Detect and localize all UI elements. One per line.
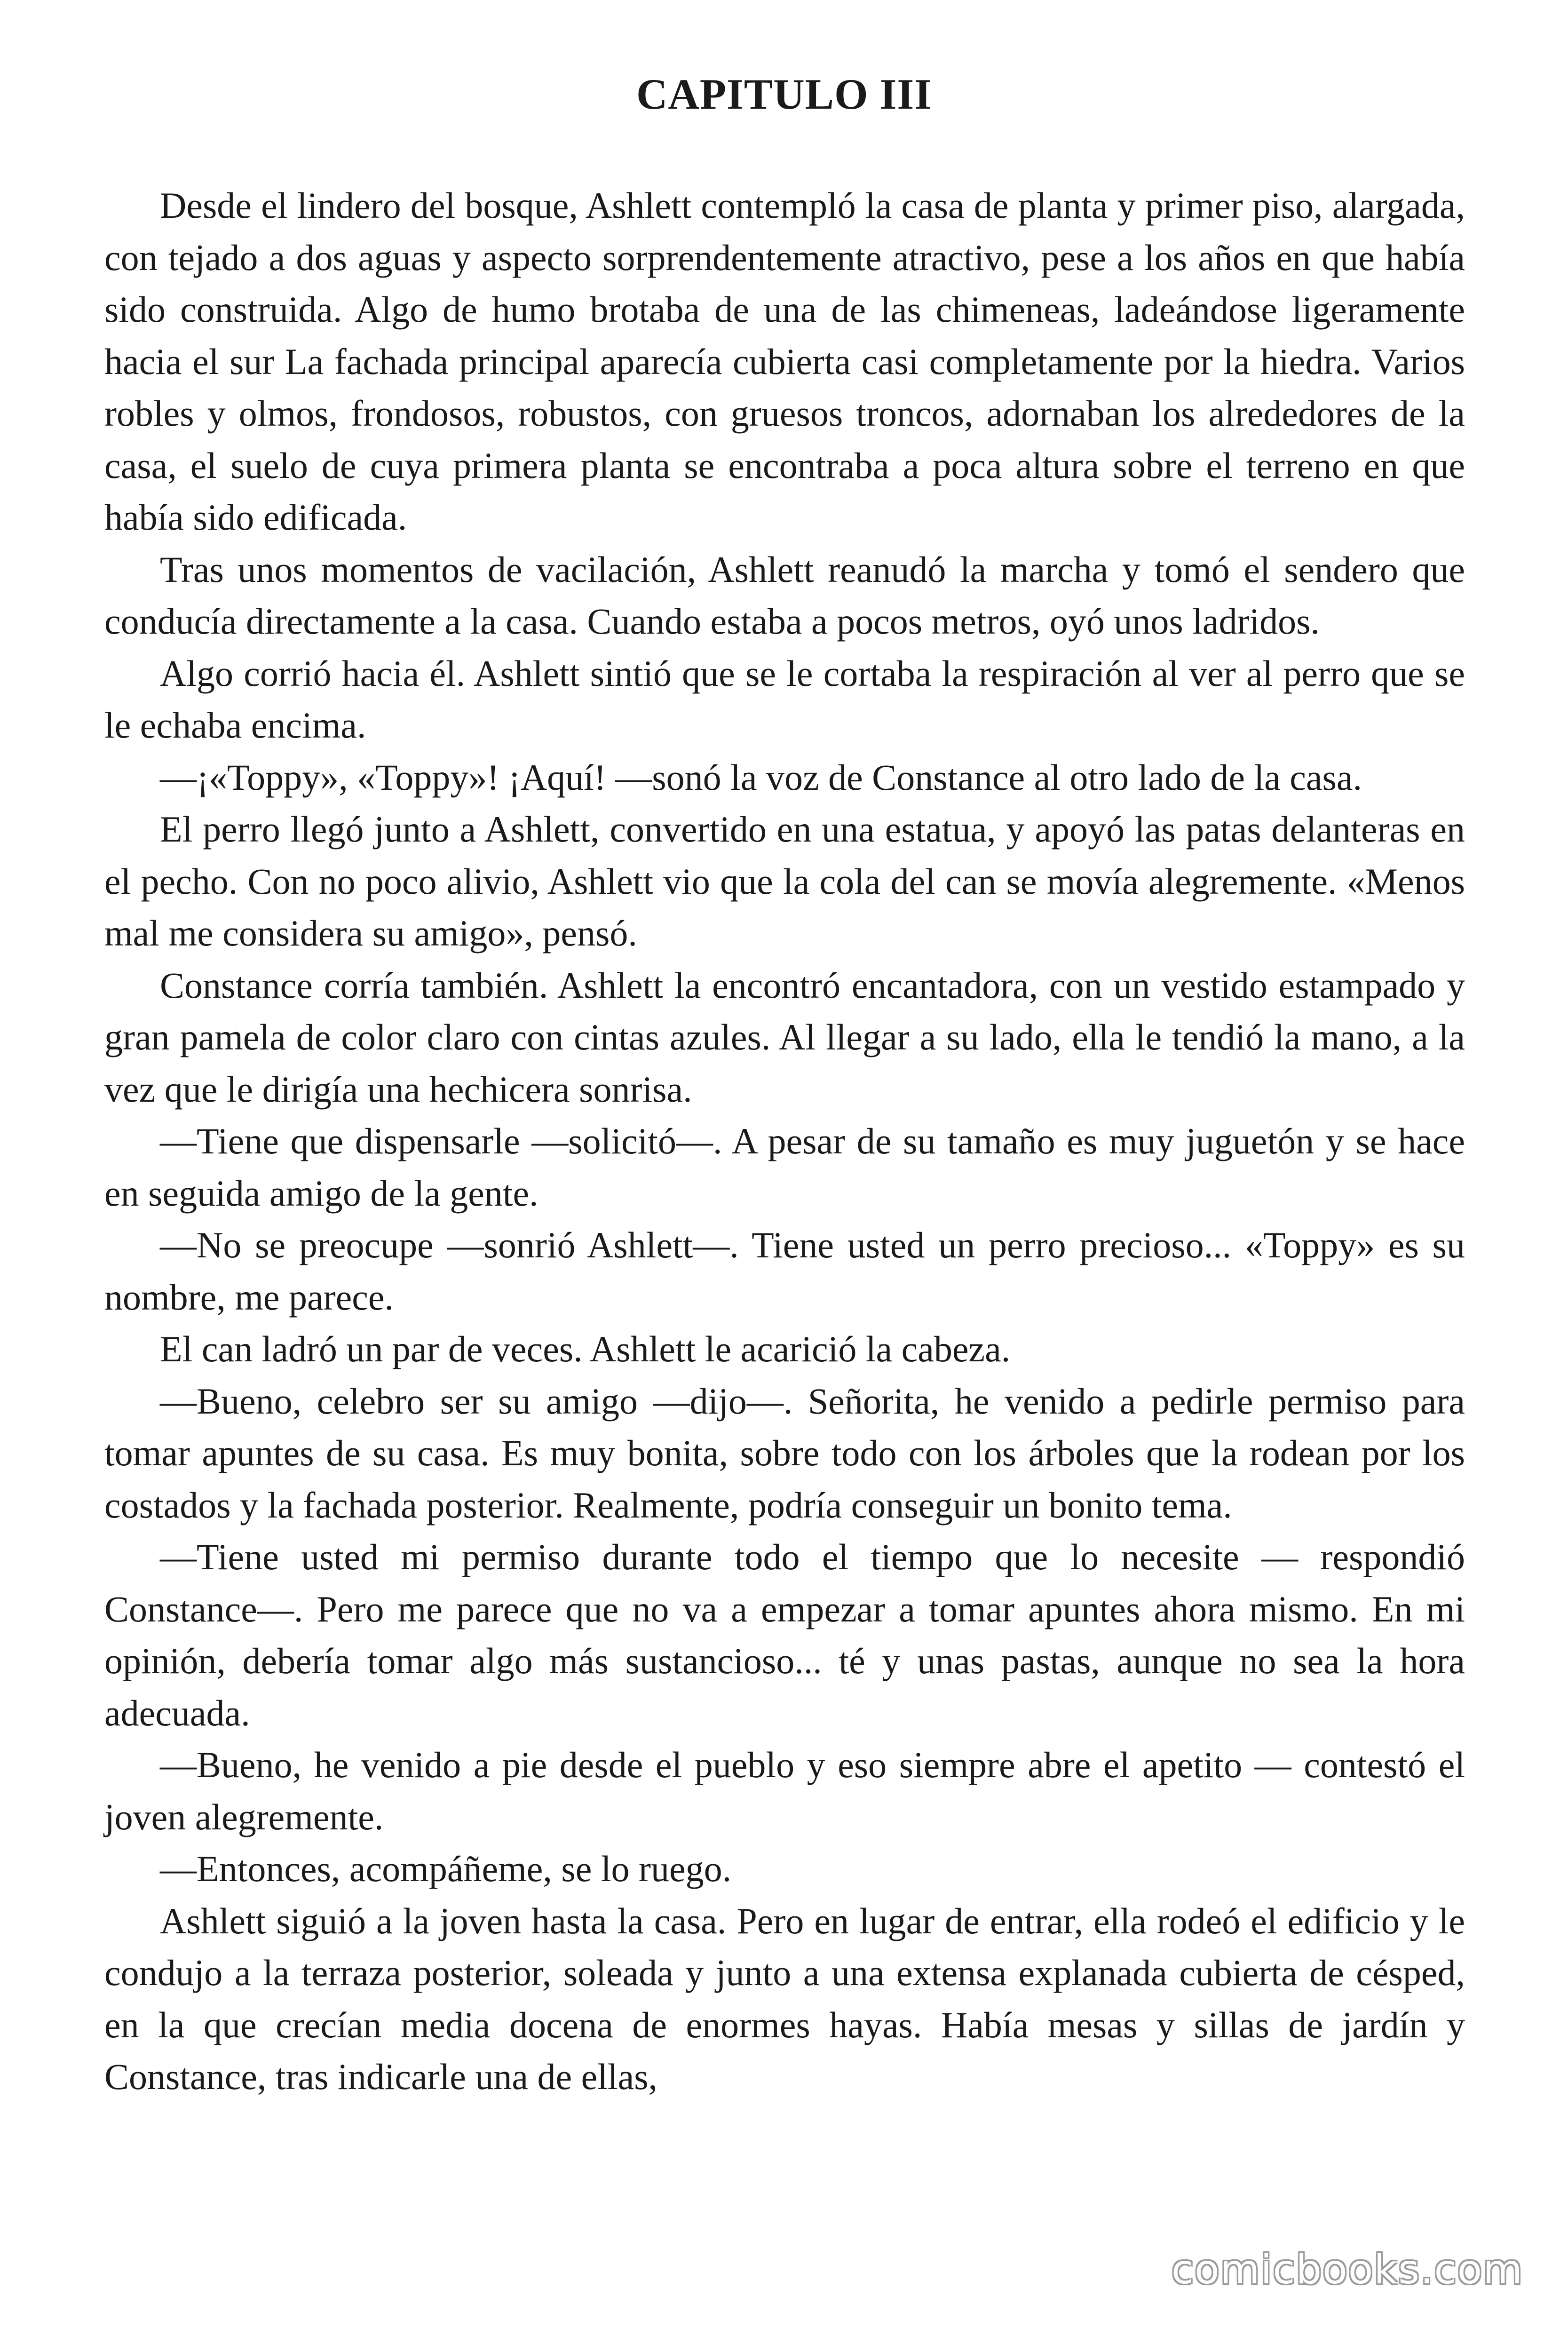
paragraph: —No se preocupe —sonrió Ashlett—. Tiene usted un perro precioso... «Toppy» es su nombre, me parece.	[104, 1224, 1465, 1318]
chapter-title: CAPITULO III	[636, 70, 932, 118]
paragraph: Desde el lindero del bosque, Ashlett contempló la casa de planta y primer piso, alargada, con tejado a dos aguas y aspecto sorprendentemente atractivo, pese a los años en que había sido construida. Algo de humo brotaba de una de las chimeneas, ladeándose ligeramente hacia el sur La fachada principal aparecía cubierta casi completamente por la hiedra. Varios robles y olmos, frondosos, robustos, con gruesos troncos, adornaban los alrededores de la casa, el suelo de cuya primera planta se encontraba a poca altura sobre el terreno en que había sido edificada.	[104, 185, 1465, 538]
paragraph: —Tiene que dispensarle —solicitó—. A pesar de su tamaño es muy juguetón y se hace en seguida amigo de la gente.	[104, 1120, 1465, 1214]
paragraph: El perro llegó junto a Ashlett, convertido en una estatua, y apoyó las patas delanteras en el pecho. Con no poco alivio, Ashlett vio que la cola del can se movía alegremente. «Menos mal me considera su amigo», pensó.	[104, 809, 1465, 954]
paragraph: —Entonces, acompáñeme, se lo ruego.	[160, 1848, 732, 1889]
paragraph: —Bueno, he venido a pie desde el pueblo y eso siempre abre el apetito — contestó el joven alegremente.	[104, 1744, 1465, 1837]
paragraph: Tras unos momentos de vacilación, Ashlett reanudó la marcha y tomó el sendero que conducía directamente a la casa. Cuando estaba a pocos metros, oyó unos ladridos.	[104, 548, 1465, 642]
paragraph: El can ladró un par de veces. Ashlett le acarició la cabeza.	[160, 1328, 1011, 1369]
paragraph: —Tiene usted mi permiso durante todo el tiempo que lo necesite — respondió Constance—. Pero me parece que no va a empezar a tomar apuntes ahora mismo. En mi opinión, debería tomar algo más sustancioso... té y unas pastas, aunque no sea la hora adecuada.	[104, 1536, 1465, 1733]
paragraph: Algo corrió hacia él. Ashlett sintió que se le cortaba la respiración al ver al perro que se le echaba encima.	[104, 652, 1465, 746]
paragraph: —Bueno, celebro ser su amigo —dijo—. Señorita, he venido a pedirle permiso para tomar apuntes de su casa. Es muy bonita, sobre todo con los árboles que la rodean por los costados y la fachada posterior. Realmente, podría conseguir un bonito tema.	[104, 1380, 1465, 1526]
paragraph: Ashlett siguió a la joven hasta la casa. Pero en lugar de entrar, ella rodeó el edificio y le condujo a la terraza posterior, soleada y junto a una extensa explanada cubierta de césped, en la que crecían media docena de enormes hayas. Había mesas y sillas de jardín y Constance, tras indicarle una de ellas,	[104, 1900, 1465, 2097]
paragraph: Constance corría también. Ashlett la encontró encantadora, con un vestido estampado y gran pamela de color claro con cintas azules. Al llegar a su lado, ella le tendió la mano, a la vez que le dirigía una hechicera sonrisa.	[104, 964, 1465, 1110]
body-text	[104, 180, 1465, 2103]
paragraph: —¡«Toppy», «Toppy»! ¡Aquí! —sonó la voz de Constance al otro lado de la casa.	[160, 756, 1362, 798]
watermark-logo: comicbooks.com	[1171, 2246, 1523, 2293]
